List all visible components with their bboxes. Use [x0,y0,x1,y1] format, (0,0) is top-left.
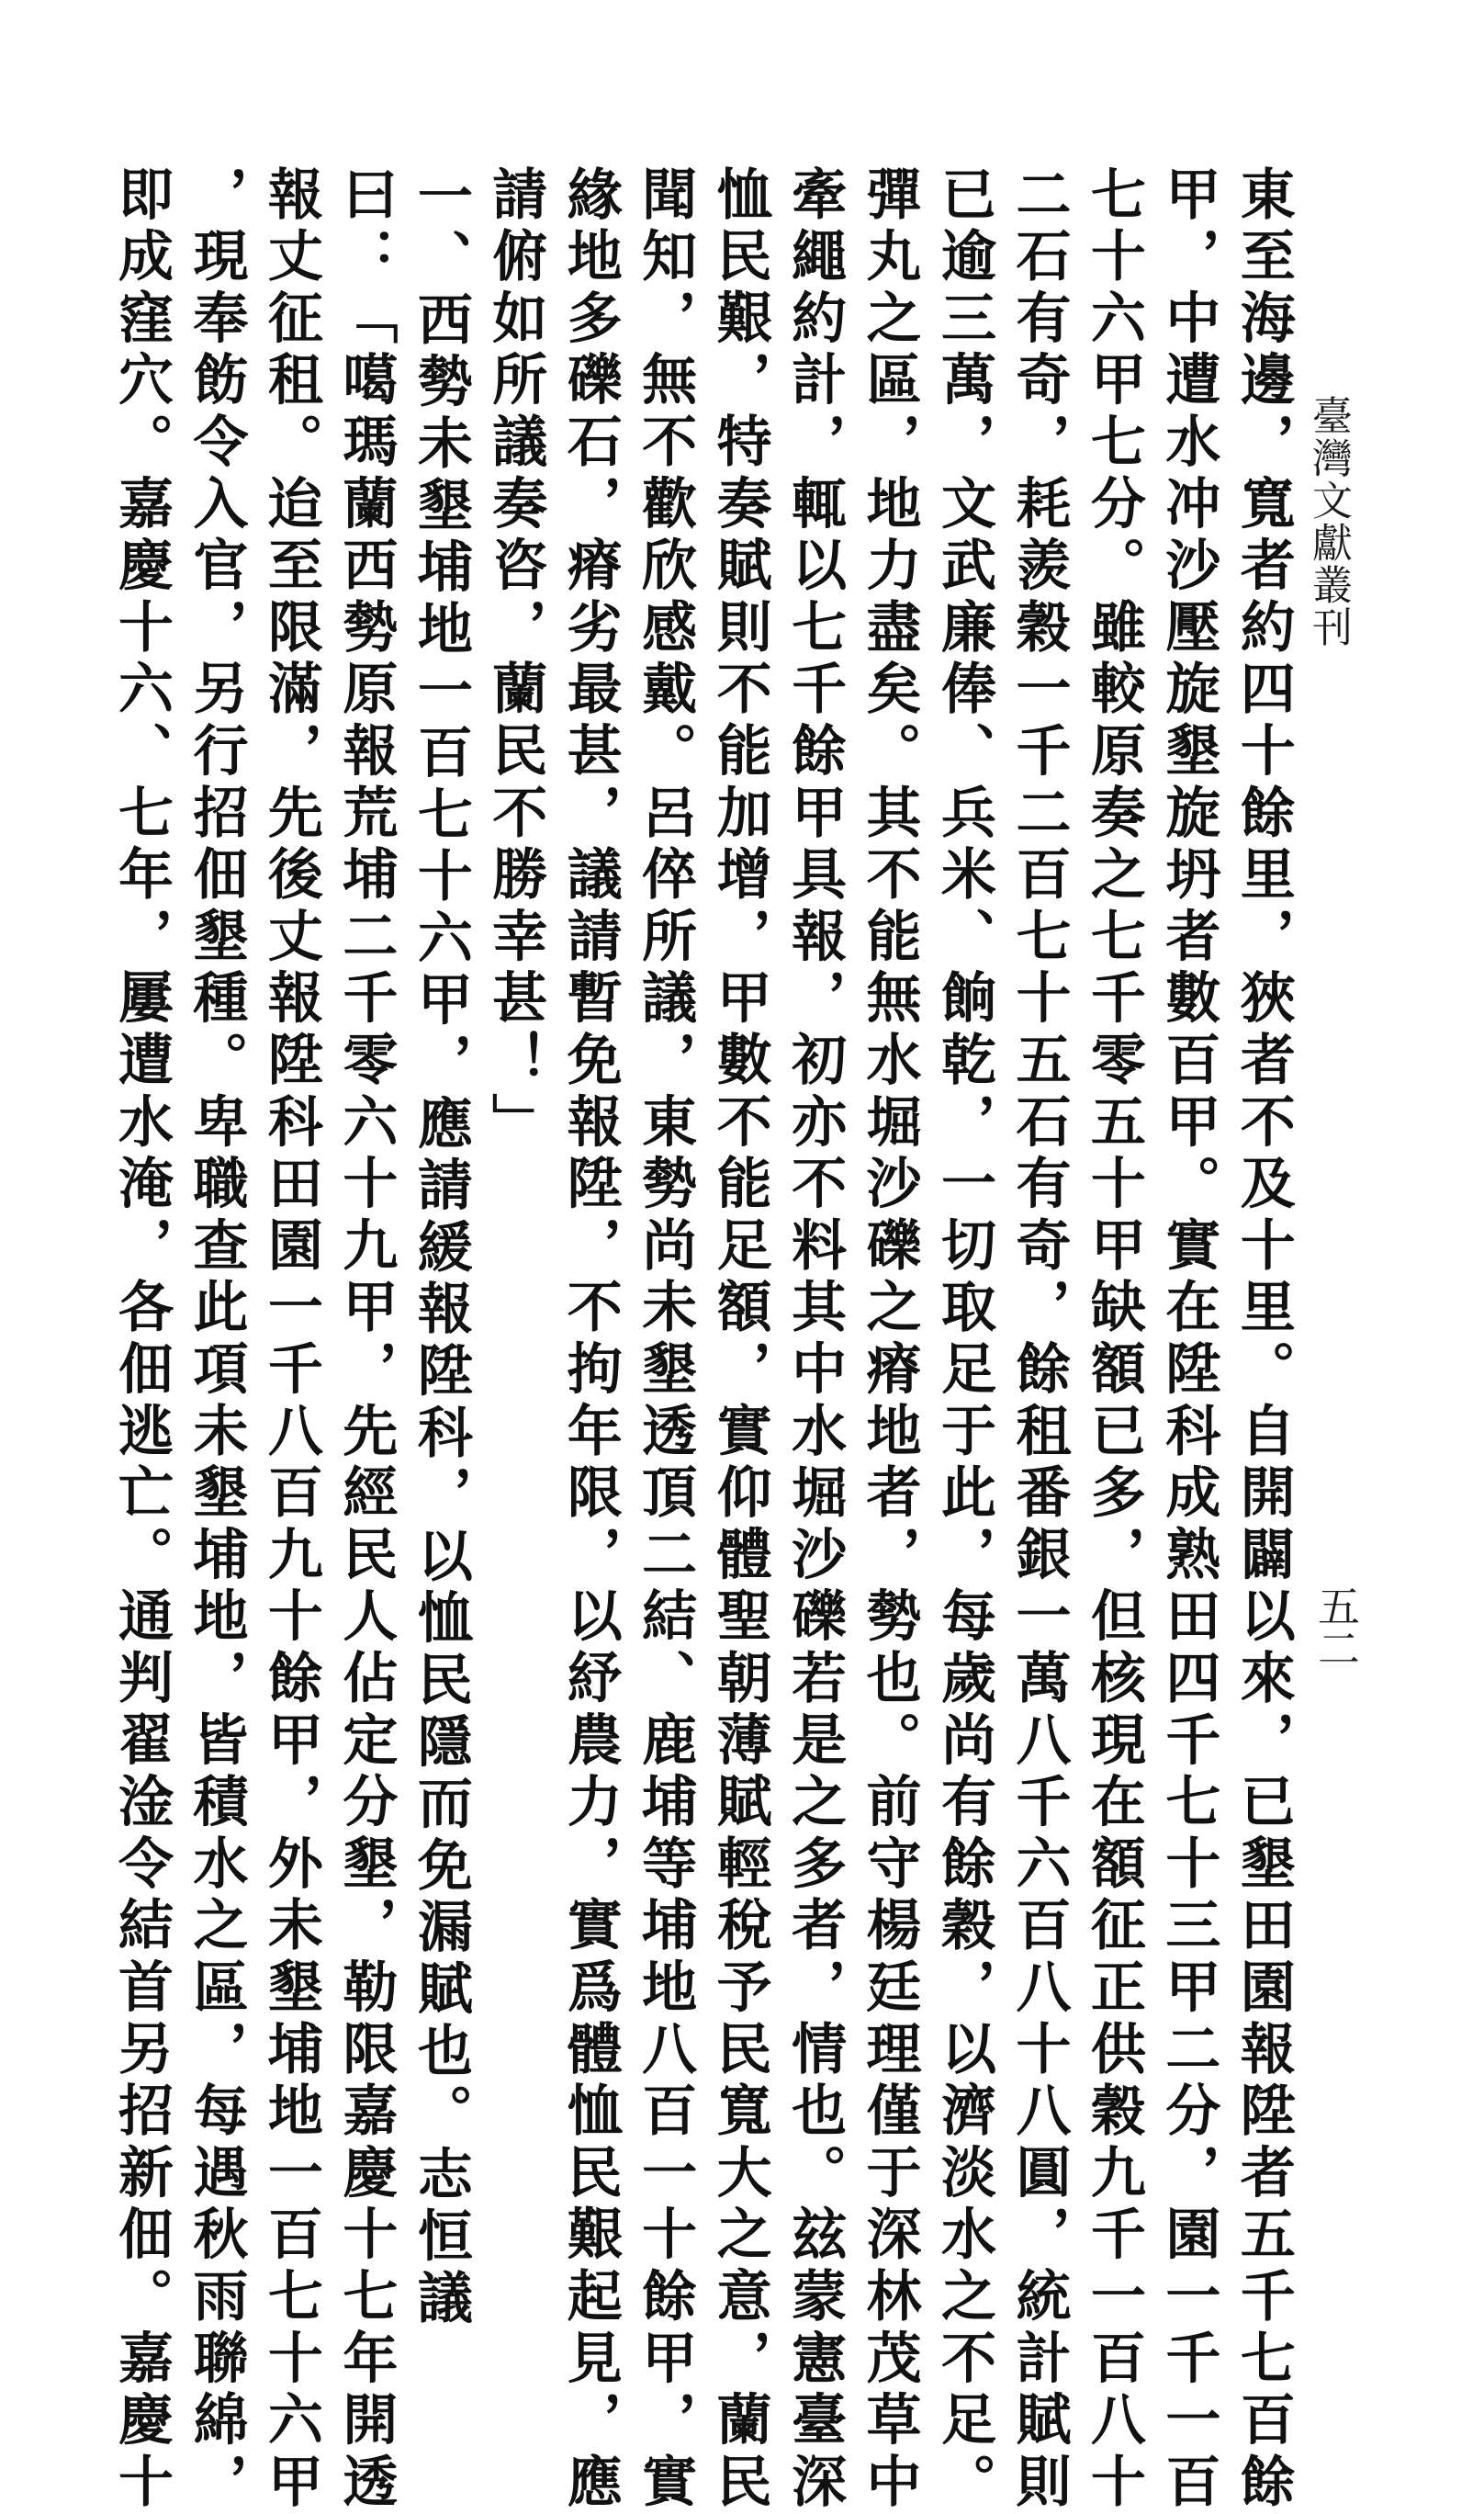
text-column-15: ，現奉飭令入官，另行招佃墾種。卑職查此項未墾埔地，皆積水之區，每遇秋雨聯綿， [184,165,249,2514]
text-column-5: 已逾三萬，文武廉俸、兵米、餉乾，一切取足于此，每歲尚有餘穀，以濟淡水之不足。 [931,165,996,2514]
text-column-13: 曰：「噶瑪蘭西勢原報荒埔二千零六十九甲，先經民人佔定分墾，勒限嘉慶十七年開透 [333,165,399,2514]
text-column-8: 恤民艱，特奏賦則不能加增，甲數不能足額，實仰體聖朝薄賦輕稅予民寬大之意，蘭民 [707,165,772,2514]
text-column-9: 聞知，無不歡欣感戴。呂倅所議，東勢尚未墾透頂二結、鹿埔等埔地八百一十餘甲，實 [633,165,698,2514]
text-column-12: 一、西勢未墾埔地一百七十六甲，應請緩報陞科，以恤民隱而免漏賦也。志恒議 [408,167,473,2331]
text-column-14: 報丈征租。迨至限滿，先後丈報陞科田園一千八百九十餘甲，外未墾埔地一百七十六甲 [258,165,323,2514]
text-column-11: 請俯如所議奏咨，蘭民不勝幸甚！」 [483,165,548,1155]
text-column-2: 甲，中遭水冲沙壓旋墾旋坍者數百甲。實在陞科成熟田四千七十三甲二分，園一千一百 [1156,165,1221,2514]
page-number: 五二 [1311,1584,1361,1669]
running-header-title: 臺灣文獻叢刊 [1305,395,1352,648]
text-column-1: 東至海邊，寬者約四十餘里，狹者不及十里。自開闢以來，已墾田園報陞者五千七百餘 [1231,165,1296,2514]
text-column-3: 七十六甲七分。雖較原奏之七千零五十甲缺額已多，但核現在額征正供穀九千一百八十 [1081,165,1146,2514]
text-column-16: 即成窪穴。嘉慶十六、七年，屢遭水淹，各佃逃亡。通判翟淦令結首另招新佃。嘉慶十 [109,165,174,2514]
text-column-6: 彈丸之區，地力盡矣。其不能無水堀沙礫之瘠地者，勢也。前守楊廷理僅于深林茂草中 [857,165,922,2514]
text-column-7: 牽繩約計，輒以七千餘甲具報，初亦不料其中水堀沙礫若是之多者，情也。玆蒙憲臺深 [782,165,848,2514]
text-column-4: 二石有奇，耗羨穀一千二百七十五石有奇，餘租番銀一萬八千六百八十八圓，統計賦則 [1006,165,1072,2514]
body-text-columns [109,165,1296,2514]
text-column-10: 緣地多礫石，瘠劣最甚，議請暫免報陞，不拘年限，以紓農力，實爲體恤民艱起見，應 [557,165,623,2514]
